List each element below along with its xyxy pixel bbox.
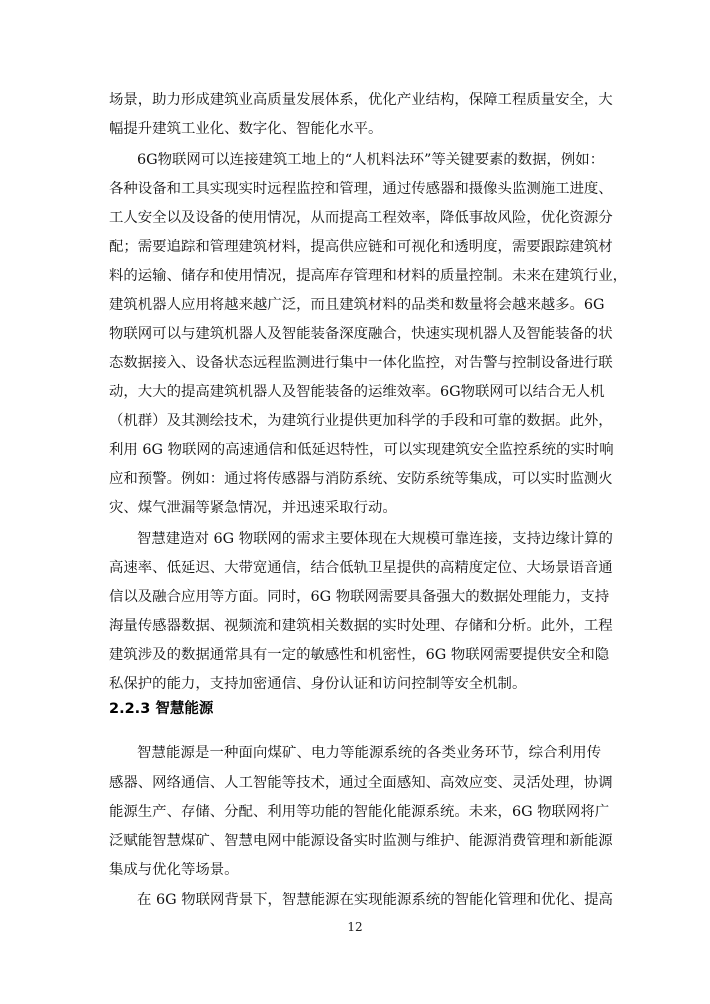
paragraph-line: 集成与优化等场景。 <box>109 862 239 878</box>
paragraph-line: 私保护的能力，支持加密通信、身份认证和访问控制等安全机制。 <box>109 676 527 692</box>
paragraph-line: 配；需要追踪和管理建筑材料，提高供应链和可视化和透明度，需要跟踪建筑材 <box>109 239 613 255</box>
paragraph-line: 信以及融合应用等方面。同时，6G 物联网需要具备强大的数据处理能力，支持 <box>109 589 610 605</box>
paragraph-line: 物联网可以与建筑机器人及智能装备深度融合，快速实现机器人及智能装备的状 <box>109 326 613 342</box>
paragraph-line: 工人安全以及设备的使用情况，从而提高工程效率，降低事故风险，优化资源分 <box>109 210 613 226</box>
paragraph-line: 态数据接入、设备状态远程监测进行集中一体化监控，对告警与控制设备进行联 <box>109 355 613 371</box>
paragraph-line: 动，大大的提高建筑机器人及智能装备的运维效率。6G物联网可以结合无人机 <box>109 384 605 400</box>
paragraph-line: 应和预警。例如：通过将传感器与消防系统、安防系统等集成，可以实时监测火 <box>109 471 613 487</box>
paragraph-line: 建筑涉及的数据通常具有一定的敏感性和机密性，6G 物联网需要提供安全和隐 <box>109 647 610 663</box>
page-number: 12 <box>347 920 363 934</box>
paragraph-line: 泛赋能智慧煤矿、智慧电网中能源设备实时监测与维护、能源消费管理和新能源 <box>109 833 613 849</box>
paragraph-line: 建筑机器人应用将越来越广泛，而且建筑材料的品类和数量将会越来越多。6G <box>109 297 605 313</box>
paragraph-line: （机群）及其测绘技术，为建筑行业提供更加科学的手段和可靠的数据。此外， <box>109 413 613 429</box>
paragraph-line: 智慧能源是一种面向煤矿、电力等能源系统的各类业务环节，综合利用传 <box>137 745 601 761</box>
paragraph-line: 能源生产、存储、分配、利用等功能的智能化能源系统。未来，6G 物联网将广 <box>109 804 610 820</box>
paragraph-line: 灾、煤气泄漏等紧急情况，并迅速采取行动。 <box>109 500 397 516</box>
paragraph-line: 智慧建造对 6G 物联网的需求主要体现在大规模可靠连接，支持边缘计算的 <box>137 531 613 547</box>
paragraph-line: 高速率、低延迟、大带宽通信，结合低轨卫星提供的高精度定位、大场景语音通 <box>109 560 613 576</box>
paragraph-line: 料的运输、储存和使用情况，提高库存管理和材料的质量控制。未来在建筑行业， <box>109 268 628 284</box>
paragraph-line: 海量传感器数据、视频流和建筑相关数据的实时处理、存储和分析。此外，工程 <box>109 618 613 634</box>
paragraph-line: 感器、网络通信、人工智能等技术，通过全面感知、高效应变、灵活处理，协调 <box>109 775 613 791</box>
section-heading: 2.2.3 智慧能源 <box>109 701 214 717</box>
paragraph-line: 在 6G 物联网背景下，智慧能源在实现能源系统的智能化管理和优化、提高 <box>137 892 613 908</box>
paragraph-line: 场景，助力形成建筑业高质量发展体系，优化产业结构，保障工程质量安全，大 <box>109 92 613 108</box>
paragraph-line: 利用 6G 物联网的高速通信和低延迟特性，可以实现建筑安全监控系统的实时响 <box>109 442 614 458</box>
paragraph-line: 各种设备和工具实现实时远程监控和管理，通过传感器和摄像头监测施工进度、 <box>109 181 613 197</box>
paragraph-line: 幅提升建筑工业化、数字化、智能化水平。 <box>109 121 383 137</box>
paragraph-line: 6G物联网可以连接建筑工地上的“人机料法环”等关键要素的数据，例如： <box>137 152 605 168</box>
